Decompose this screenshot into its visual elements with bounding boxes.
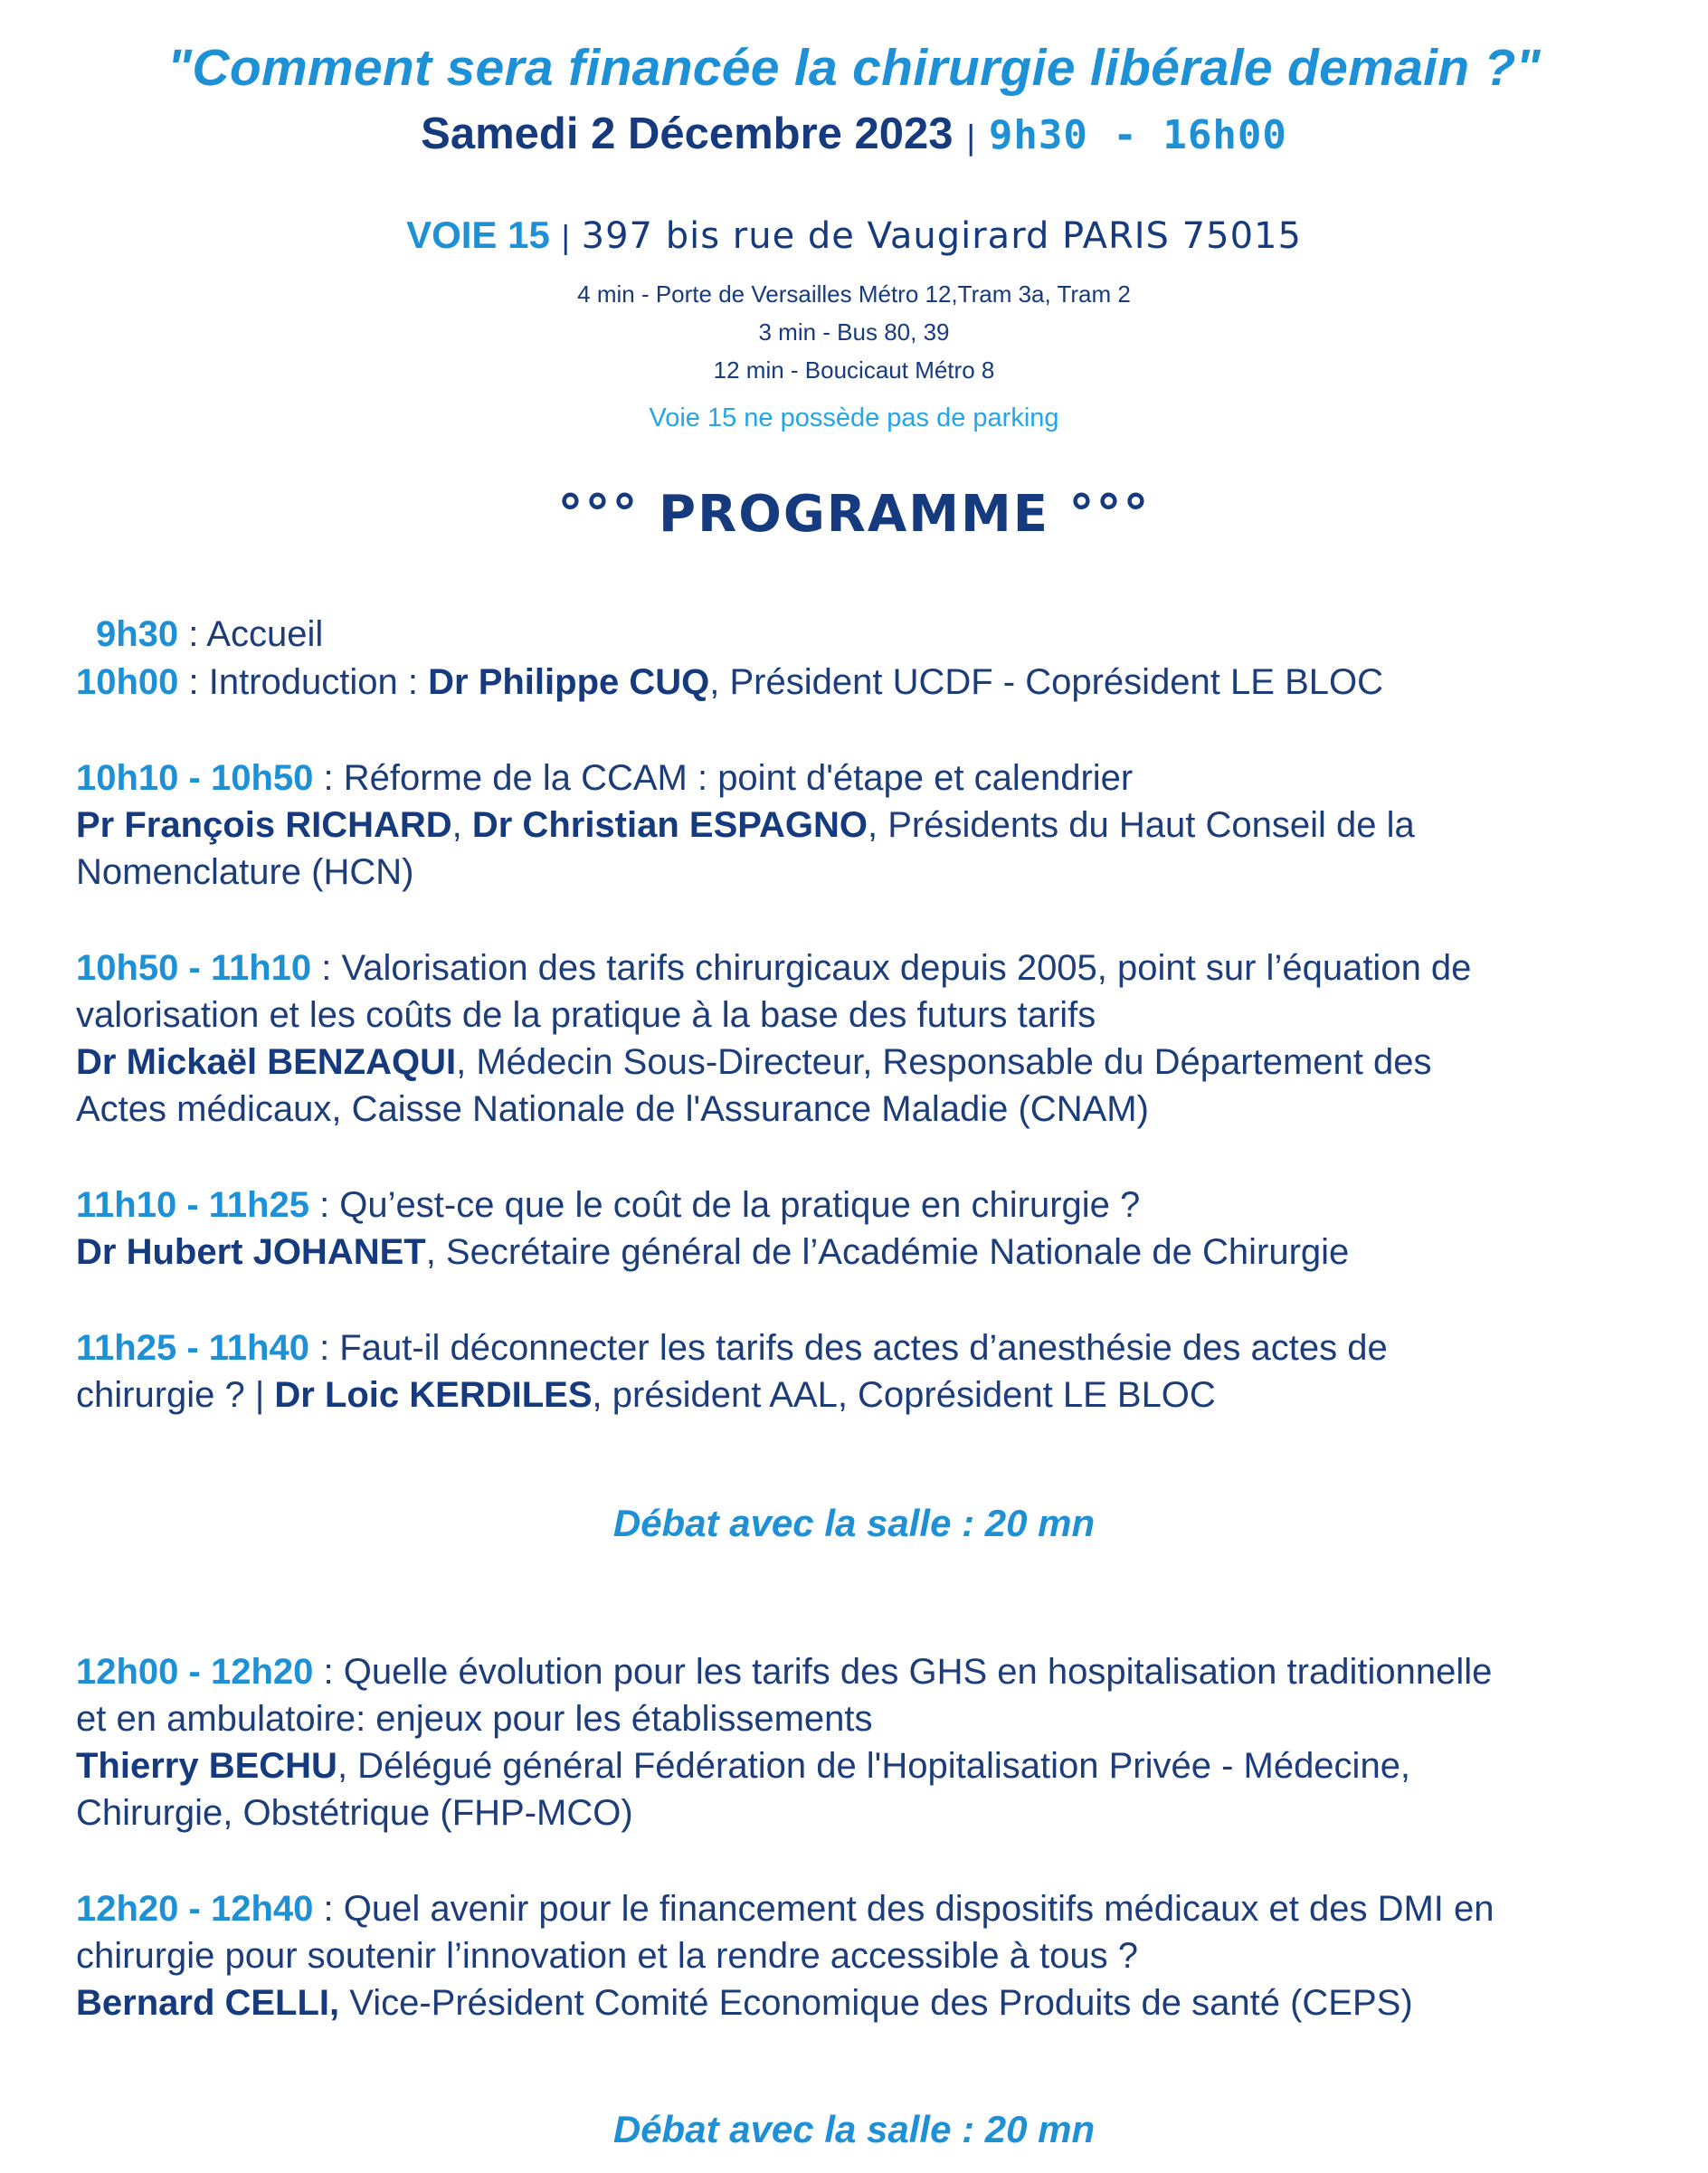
item-speaker: Dr Loic KERDILES xyxy=(274,1375,593,1415)
programme-item-valorisation xyxy=(76,944,1471,992)
programme-item-accueil xyxy=(96,611,323,658)
programme-item-ccam xyxy=(76,754,1133,802)
event-hours: 9h30 - 16h00 xyxy=(988,112,1287,158)
item-speaker: Pr François RICHARD xyxy=(76,805,452,845)
item-speaker: Dr Mickaël BENZAQUI xyxy=(76,1042,457,1082)
venue-line xyxy=(0,214,1708,257)
programme-item-cout xyxy=(76,1181,1140,1229)
programme-item-ghs-speaker xyxy=(76,1742,1410,1789)
item-role: , Médecin Sous-Directeur, Responsable du Département des xyxy=(456,1042,1432,1082)
event-title: "Comment sera financée la chirurgie libérale demain ?" xyxy=(167,39,1541,97)
item-topic: : Quelle évolution pour les tarifs des GHS en hospitalisation traditionnelle xyxy=(313,1652,1493,1692)
debate-session: Débat avec la salle : 20 mn xyxy=(612,2108,1096,2150)
programme-item-ccam-speakers xyxy=(76,802,1415,849)
item-topic: : Introduction : xyxy=(178,662,429,702)
access-line: 3 min - Bus 80, 39 xyxy=(758,318,950,346)
item-role: , président AAL, Coprésident LE BLOC xyxy=(592,1375,1216,1415)
item-time: 10h50 - 11h10 xyxy=(76,948,312,988)
venue-separator: | xyxy=(560,220,571,256)
item-topic: : Faut-il déconnecter les tarifs des actes d’anesthésie des actes de xyxy=(308,1328,1388,1368)
venue-name: VOIE 15 xyxy=(406,214,550,256)
programme-item-dmi-speaker xyxy=(76,1979,1413,2026)
item-topic: : Réforme de la CCAM : point d'étape et calendrier xyxy=(313,758,1134,798)
item-time: 11h25 - 11h40 xyxy=(76,1328,309,1368)
item-speaker: Thierry BECHU xyxy=(76,1746,337,1786)
programme-item-ghs xyxy=(76,1648,1492,1695)
item-speaker: Dr Christian ESPAGNO xyxy=(471,805,868,845)
item-topic: : Quel avenir pour le financement des dispositifs médicaux et des DMI en xyxy=(313,1889,1494,1929)
item-role-continued: Actes médicaux, Caisse Nationale de l'Assurance Maladie (CNAM) xyxy=(76,1089,1149,1129)
item-speaker: Dr Philippe CUQ xyxy=(428,662,710,702)
venue-address: 397 bis rue de Vaugirard PARIS 75015 xyxy=(581,215,1302,257)
item-topic-continued: chirurgie ? | xyxy=(76,1375,275,1415)
parking-note: Voie 15 ne possède pas de parking xyxy=(649,403,1059,432)
item-role: Vice-Président Comité Economique des Produits de santé (CEPS) xyxy=(339,1983,1413,2023)
item-topic: : Qu’est-ce que le coût de la pratique en chirurgie ? xyxy=(308,1185,1141,1225)
item-topic: : Accueil xyxy=(178,614,324,654)
item-role-continued: Chirurgie, Obstétrique (FHP-MCO) xyxy=(76,1793,633,1833)
programme-item-cout-speaker xyxy=(76,1229,1349,1276)
event-dateline xyxy=(0,109,1708,159)
item-role: , Présidents du Haut Conseil de la xyxy=(867,805,1415,845)
item-time: 12h00 - 12h20 xyxy=(76,1652,314,1692)
item-topic-continued: chirurgie pour soutenir l’innovation et la rendre accessible à tous ? xyxy=(76,1936,1139,1976)
item-role: , Délégué général Fédération de l'Hopitalisation Privée - Médecine, xyxy=(337,1746,1411,1786)
item-speaker: Bernard CELLI, xyxy=(76,1983,340,2023)
item-time: 9h30 xyxy=(96,614,179,654)
programme-heading: °°° PROGRAMME °°° xyxy=(557,485,1151,544)
programme-item-dmi xyxy=(76,1885,1494,1932)
item-time: 10h00 xyxy=(76,662,179,702)
item-time: 11h10 - 11h25 xyxy=(76,1185,309,1225)
item-role-continued: Nomenclature (HCN) xyxy=(76,852,414,892)
item-role: , Secrétaire général de l’Académie Nationale de Chirurgie xyxy=(425,1232,1350,1272)
debate-session: Débat avec la salle : 20 mn xyxy=(612,1502,1096,1544)
speaker-separator: , xyxy=(451,805,472,845)
programme-item-anesthesie xyxy=(76,1324,1388,1371)
programme-item-intro xyxy=(76,659,1383,706)
item-speaker: Dr Hubert JOHANET xyxy=(76,1232,426,1272)
item-role: , Président UCDF - Coprésident LE BLOC xyxy=(709,662,1383,702)
item-topic: : Valorisation des tarifs chirurgicaux depuis 2005, point sur l’équation de xyxy=(311,948,1472,988)
date-separator: | xyxy=(965,119,977,157)
programme-item-anesthesie-speaker xyxy=(76,1371,1216,1419)
item-time: 10h10 - 10h50 xyxy=(76,758,314,798)
access-line: 4 min - Porte de Versailles Métro 12,Tram 3a, Tram 2 xyxy=(577,280,1131,308)
item-topic-continued: et en ambulatoire: enjeux pour les établissements xyxy=(76,1699,873,1739)
item-time: 12h20 - 12h40 xyxy=(76,1889,314,1929)
item-topic-continued: valorisation et les coûts de la pratique à la base des futurs tarifs xyxy=(76,995,1096,1035)
programme-item-valorisation-speaker xyxy=(76,1039,1431,1086)
event-date: Samedi 2 Décembre 2023 xyxy=(421,109,954,158)
access-line: 12 min - Boucicaut Métro 8 xyxy=(713,356,995,384)
